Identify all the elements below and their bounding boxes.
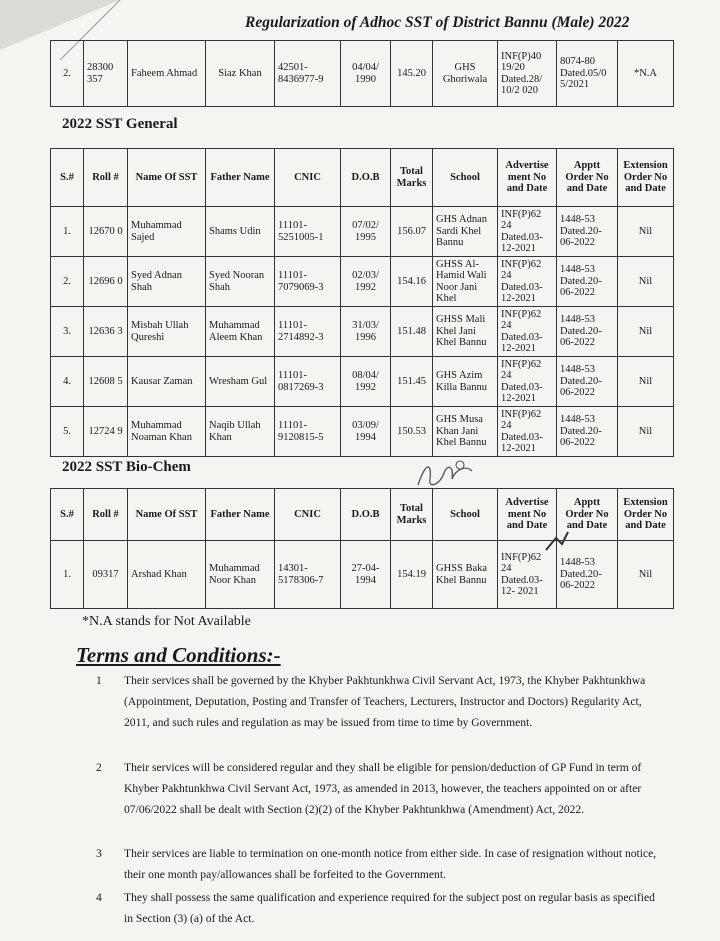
cell-dob: 03/09/ 1994	[341, 407, 391, 457]
table-row	[51, 307, 674, 357]
cell-sno: 4.	[51, 357, 84, 407]
table-row	[51, 207, 674, 257]
term-number: 1	[96, 674, 102, 687]
cell-school: GHSS Mali Khel Jani Khel Bannu	[433, 307, 498, 357]
header-advert: Advertise ment No and Date	[498, 489, 557, 541]
cell-sno: 2.	[51, 257, 84, 307]
cell-father: Syed Nooran Shah	[206, 257, 275, 307]
cell-school: GHS Musa Khan Jani Khel Bannu	[433, 407, 498, 457]
cell-appt: 8074-80 Dated.05/0 5/2021	[557, 41, 618, 107]
cell-school: GHS Adnan Sardi Khel Bannu	[433, 207, 498, 257]
cell-sno: 2.	[51, 41, 84, 107]
header-cnic: CNIC	[275, 489, 341, 541]
cell-sno: 1.	[51, 541, 84, 609]
cell-ext: Nil	[618, 207, 674, 257]
cell-marks: 151.48	[391, 307, 433, 357]
header-sno: S.#	[51, 149, 84, 207]
table-row	[51, 257, 674, 307]
cell-dob: 08/04/ 1992	[341, 357, 391, 407]
section-title-general: 2022 SST General	[62, 116, 178, 132]
cell-marks: 156.07	[391, 207, 433, 257]
header-dob: D.O.B	[341, 489, 391, 541]
cell-advert: INF(P)62 24 Dated.03-12-2021	[498, 207, 557, 257]
cell-appt: 1448-53 Dated.20-06-2022	[557, 407, 618, 457]
cell-advert: INF(P)40 19/20 Dated.28/ 10/2 020	[498, 41, 557, 107]
cell-school: GHS Azim Killa Bannu	[433, 357, 498, 407]
term-item	[96, 670, 656, 754]
cell-roll: 12636 3	[84, 307, 128, 357]
cell-roll: 12696 0	[84, 257, 128, 307]
section-title-bio-chem: 2022 SST Bio-Chem	[62, 459, 191, 475]
header-name: Name Of SST	[128, 489, 206, 541]
term-number: 4	[96, 891, 102, 904]
cell-school: GHSS Al-Hamid Wali Noor Jani Khel	[433, 257, 498, 307]
cell-name: Muhammad Noaman Khan	[128, 407, 206, 457]
cell-marks: 145.20	[391, 41, 433, 107]
cell-father: Shams Udin	[206, 207, 275, 257]
cell-appt: 1448-53 Dated.20-06-2022	[557, 207, 618, 257]
header-roll: Roll #	[84, 149, 128, 207]
cell-ext: Nil	[618, 357, 674, 407]
header-marks: Total Marks	[391, 489, 433, 541]
header-father: Father Name	[206, 489, 275, 541]
cell-roll: 12670 0	[84, 207, 128, 257]
top-continuation-table	[50, 40, 674, 107]
sst-bio-chem-table	[50, 488, 674, 609]
cell-name: Faheem Ahmad	[128, 41, 206, 107]
header-marks: Total Marks	[391, 149, 433, 207]
cell-dob: 07/02/ 1995	[341, 207, 391, 257]
cell-cnic: 14301-5178306-7	[275, 541, 341, 609]
header-school: School	[433, 489, 498, 541]
table-row	[51, 541, 674, 609]
header-dob: D.O.B	[341, 149, 391, 207]
term-number: 3	[96, 847, 102, 860]
cell-name: Syed Adnan Shah	[128, 257, 206, 307]
footnote-na: *N.A stands for Not Available	[82, 614, 251, 629]
cell-cnic: 11101-0817269-3	[275, 357, 341, 407]
cell-appt: 1448-53 Dated.20-06-2022	[557, 357, 618, 407]
term-item	[96, 843, 656, 885]
cell-advert: INF(P)62 24 Dated.03-12- 2021	[498, 541, 557, 609]
cell-cnic: 11101-2714892-3	[275, 307, 341, 357]
table-header-row	[51, 149, 674, 207]
header-sno: S.#	[51, 489, 84, 541]
cell-advert: INF(P)62 24 Dated.03-12-2021	[498, 307, 557, 357]
cell-advert: INF(P)62 24 Dated.03-12-2021	[498, 407, 557, 457]
terms-title: Terms and Conditions:-	[76, 643, 281, 667]
cell-name: Misbah Ullah Qureshi	[128, 307, 206, 357]
term-text: Their services will be considered regular and they shall be eligible for pension/deduction of GP Fund in term of Khyber Pakhtunkhwa Civil Servant Act, 1973, as amended in 2013, however, the teachers appointed on or after 07/06/2022 shall be dealt with Section (2)(2) of the Khyber Pakhtunkhwa (Amendment) Act, 2022.	[124, 761, 642, 816]
cell-cnic: 11101-5251005-1	[275, 207, 341, 257]
cell-roll: 12724 9	[84, 407, 128, 457]
table-row	[51, 407, 674, 457]
cell-school: GHSS Baka Khel Bannu	[433, 541, 498, 609]
cell-ext: Nil	[618, 307, 674, 357]
term-text: They shall possess the same qualification and experience required for the subject post on regular basis as specified in Section (3) (a) of the Act.	[124, 891, 655, 925]
header-cnic: CNIC	[275, 149, 341, 207]
cell-marks: 150.53	[391, 407, 433, 457]
cell-marks: 154.19	[391, 541, 433, 609]
header-appt: Apptt Order No and Date	[557, 489, 618, 541]
page-title: Regularization of Adhoc SST of District Bannu (Male) 2022	[245, 14, 630, 31]
cell-father: Muhammad Noor Khan	[206, 541, 275, 609]
cell-dob: 02/03/ 1992	[341, 257, 391, 307]
cell-cnic: 11101-9120815-5	[275, 407, 341, 457]
cell-appt: 1448-53 Dated.20-06-2022	[557, 307, 618, 357]
cell-ext: *N.A	[618, 41, 674, 107]
cell-cnic: 42501-8436977-9	[275, 41, 341, 107]
cell-dob: 27-04-1994	[341, 541, 391, 609]
cell-cnic: 11101-7079069-3	[275, 257, 341, 307]
sst-general-table	[50, 148, 674, 457]
term-text: Their services are liable to termination on one-month notice from either side. In case of resignation without notice, their one month pay/allowances shall be forfeited to the Government.	[124, 847, 657, 881]
header-ext: Extension Order No and Date	[618, 489, 674, 541]
cell-sno: 1.	[51, 207, 84, 257]
table-header-row	[51, 489, 674, 541]
cell-ext: Nil	[618, 257, 674, 307]
cell-advert: INF(P)62 24 Dated.03-12-2021	[498, 257, 557, 307]
cell-ext: Nil	[618, 407, 674, 457]
cell-name: Muhammad Sajed	[128, 207, 206, 257]
header-roll: Roll #	[84, 489, 128, 541]
cell-father: Muhammad Aleem Khan	[206, 307, 275, 357]
cell-sno: 3.	[51, 307, 84, 357]
pen-tick-mark	[542, 528, 572, 558]
cell-marks: 151.45	[391, 357, 433, 407]
cell-roll: 09317	[84, 541, 128, 609]
cell-ext: Nil	[618, 541, 674, 609]
header-appt: Apptt Order No and Date	[557, 149, 618, 207]
cell-dob: 04/04/ 1990	[341, 41, 391, 107]
cell-father: Wresham Gul	[206, 357, 275, 407]
table-row	[51, 41, 674, 107]
header-father: Father Name	[206, 149, 275, 207]
term-item	[96, 757, 656, 841]
header-ext: Extension Order No and Date	[618, 149, 674, 207]
cell-marks: 154.16	[391, 257, 433, 307]
header-name: Name Of SST	[128, 149, 206, 207]
cell-sno: 5.	[51, 407, 84, 457]
cell-name: Arshad Khan	[128, 541, 206, 609]
header-school: School	[433, 149, 498, 207]
cell-father: Naqib Ullah Khan	[206, 407, 275, 457]
cell-father: Siaz Khan	[206, 41, 275, 107]
term-number: 2	[96, 761, 102, 774]
table-row	[51, 357, 674, 407]
cell-appt: 1448-53 Dated.20-06-2022	[557, 257, 618, 307]
cell-roll: 12608 5	[84, 357, 128, 407]
term-item	[96, 887, 656, 929]
cell-school: GHS Ghoriwala	[433, 41, 498, 107]
cell-name: Kausar Zaman	[128, 357, 206, 407]
cell-roll: 28300 357	[84, 41, 128, 107]
term-text: Their services shall be governed by the Khyber Pakhtunkhwa Civil Servant Act, 1973, the Khyber Pakhtunkhwa (Appointment, Deputation, Posting and Transfer of Teachers, Lecturers, Instructor and Doctors) Regularity Act, 2011, and such rules and regulation as may be issued from time to time by Government.	[124, 674, 646, 729]
cell-advert: INF(P)62 24 Dated.03-12-2021	[498, 357, 557, 407]
cell-appt: 1448-53 Dated.20-06-2022	[557, 541, 618, 609]
cell-dob: 31/03/ 1996	[341, 307, 391, 357]
header-advert: Advertise ment No and Date	[498, 149, 557, 207]
